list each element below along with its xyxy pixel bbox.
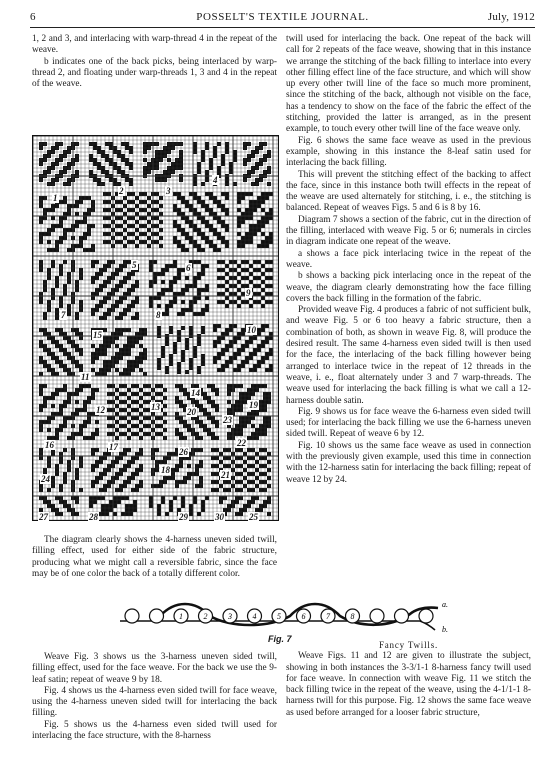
paragraph: Provided weave Fig. 4 produces a fabric of not sufficient bulk, and weave Fig. 5 or 6 too heavy a fabric structure, then a combination of both, as shown in weave Fig. 8, will produce the desired result. The same 4-harness even sided twill is then used for the face, the interlacing of the back filling however being arranged to interlace twice in the repeat of 12 threads in the weave, i. e., float alternately under 3 and 7 warp-threads. The weave used for interlacing the back filling is what we call a 12-harness double satin.	[286, 305, 531, 406]
paragraph: Weave Fig. 3 shows us the 3-harness uneven sided twill, filling effect, used for the face weave. For the back we use the 9-leaf satin; repeat of weave 9 by 18.	[32, 652, 277, 685]
figure-number-label: 23	[223, 415, 232, 425]
issue-date: July, 1912	[487, 11, 535, 23]
paragraph: Diagram 7 shows a section of the fabric, cut in the direction of the filling, interlaced with weave Fig. 5 or 6; numerals in circles in diagram indicate one repeat of the weave.	[286, 214, 531, 248]
fig7-thread-number: 7	[326, 612, 330, 621]
paragraph: twill used for interlacing the back. One repeat of the back will call for 2 repeats of the face weave, showing that in this instance we arrange the stitching of the back filling to interlace into every other filling effect line of the face structure, and which will show up every other twill line of the face so much more prominent, since the stitching of the back, although not visible on the face, has a tendency to show on the face of the fabric the effect of the stitching, provided the latter is arranged, as in the present example, to touch every other twill line of the face weave only.	[286, 34, 531, 135]
section-heading: Fancy Twills.	[378, 640, 439, 650]
header-rule	[30, 27, 535, 28]
journal-title: POSSELT'S TEXTILE JOURNAL.	[196, 11, 369, 23]
weave-grid-svg	[33, 136, 278, 520]
fig7-thread-number: 8	[350, 612, 355, 621]
figure-number-label: 22	[237, 438, 246, 448]
figure-number-label: 20	[187, 407, 196, 417]
paragraph: a shows a face pick interlacing twice in the repeat of the weave.	[286, 248, 531, 270]
paragraph: The diagram clearly shows the 4-harness uneven sided twill, filling effect, used for either side of the fabric structure, producing what we might call a reversible fabric, since the face may be of one color the back of a totally different color.	[32, 535, 277, 579]
page-number: 6	[30, 11, 36, 23]
right-column-top	[286, 34, 531, 486]
figure-number-label: 14	[191, 388, 200, 398]
figure-number-label: 8	[156, 310, 161, 320]
fabric-section-svg	[120, 594, 460, 634]
paragraph: Fig. 4 shows us the 4-harness even sided twill for face weave, using the 4-harness uneven sided twill for interlacing the back filling.	[32, 685, 277, 719]
fig7-label-a: a.	[442, 600, 448, 609]
figure-number-label: 10	[247, 325, 256, 335]
fig7-caption: Fig. 7	[268, 634, 292, 644]
figure-number-label: 6	[186, 263, 191, 273]
paragraph: Fig. 6 shows the same face weave as used in the previous example, showing in this instance the 8-leaf satin used for interlacing the back filling.	[286, 135, 531, 169]
figure-number-label: 19	[249, 400, 258, 410]
paragraph: Fig. 9 shows us for face weave the 6-harness even sided twill used; for interlacing the back filling we use the 6-harness uneven sided twill. Repeat of weave 6 by 12.	[286, 406, 531, 440]
paragraph: This will prevent the stitching effect of the backing to affect the face, since in this instance both twill effects in the repeat of the weave are used alternately for stitching, i. e., the stitching is balanced. Repeat of weaves Figs. 5 and 6 is 8 by 16.	[286, 169, 531, 214]
figure-number-label: 1	[53, 193, 58, 203]
figure-number-label: 2	[119, 186, 124, 196]
figure-number-label: 30	[215, 512, 224, 522]
fig7-diagram	[120, 594, 460, 634]
figure-number-label: 3	[166, 186, 171, 196]
figure-number-label: 24	[41, 474, 50, 484]
paragraph: Fig. 5 shows us the 4-harness even sided twill used for interlacing the face structure, with the 8-harness	[32, 719, 277, 742]
paragraph: Fig. 10 shows us the same face weave as used in connection with the previously given example, used this time in connection with the 12-harness satin for interlacing the back filling; repeat of weave 12 by 24.	[286, 440, 531, 485]
left-column-top	[32, 34, 277, 90]
figure-number-label: 5	[132, 260, 137, 270]
figure-number-label: 29	[179, 512, 188, 522]
fig7-thread-number: 5	[277, 612, 281, 621]
figure-number-label: 25	[249, 512, 258, 522]
figure-number-label: 7	[61, 310, 66, 320]
figure-number-label: 28	[89, 512, 98, 522]
figure-number-label: 16	[45, 440, 54, 450]
bottom-left-column	[32, 652, 277, 742]
paragraph: b shows a backing pick interlacing once in the repeat of the weave, the diagram clearly demonstrating how the face filling covers the back filling in the formation of the fabric.	[286, 271, 531, 304]
page-header	[30, 11, 535, 25]
bottom-right-column	[286, 640, 531, 719]
fig7-label-b: b.	[442, 625, 448, 634]
paragraph: Weave Figs. 11 and 12 are given to illustrate the subject, showing in both instances the 3-3/1-1 8-harness fancy twill used for face weave. In connection with weave Fig. 11 we stitch the back filling twice in the repeat of the weave, using the 4-1/1-1 8-harness twill for this purpose. Fig. 12 shows the same face weave as used before arranged for a looser fabric structure,	[286, 651, 531, 718]
fig7-thread-number: 6	[301, 612, 306, 621]
paragraph: b indicates one of the back picks, being interlaced by warp-thread 2, and floating under warp-threads 1, 3 and 4 in the repeat of the weave.	[32, 56, 277, 90]
figure-number-label: 15	[93, 330, 102, 340]
paragraph: 1, 2 and 3, and interlacing with warp-thread 4 in the repeat of the weave.	[32, 34, 277, 56]
figure-number-label: 12	[96, 405, 105, 415]
fig7-thread-number: 1	[179, 612, 183, 621]
figure-number-label: 9	[246, 288, 251, 298]
figure-number-label: 18	[161, 465, 170, 475]
figure-number-label: 13	[151, 402, 160, 412]
figure-number-label: 26	[179, 447, 188, 457]
fig7-thread-number: 2	[203, 612, 208, 621]
figure-number-label: 17	[109, 442, 118, 452]
fig7-thread-number: 4	[252, 612, 257, 621]
figure-number-label: 4	[213, 175, 218, 185]
fig7-thread-number: 3	[228, 612, 232, 621]
figure-number-label: 27	[39, 512, 48, 522]
left-column-middle	[32, 535, 277, 580]
weave-diagrams-figure	[32, 135, 279, 521]
figure-number-label: 21	[221, 470, 230, 480]
figure-number-label: 11	[81, 372, 90, 382]
